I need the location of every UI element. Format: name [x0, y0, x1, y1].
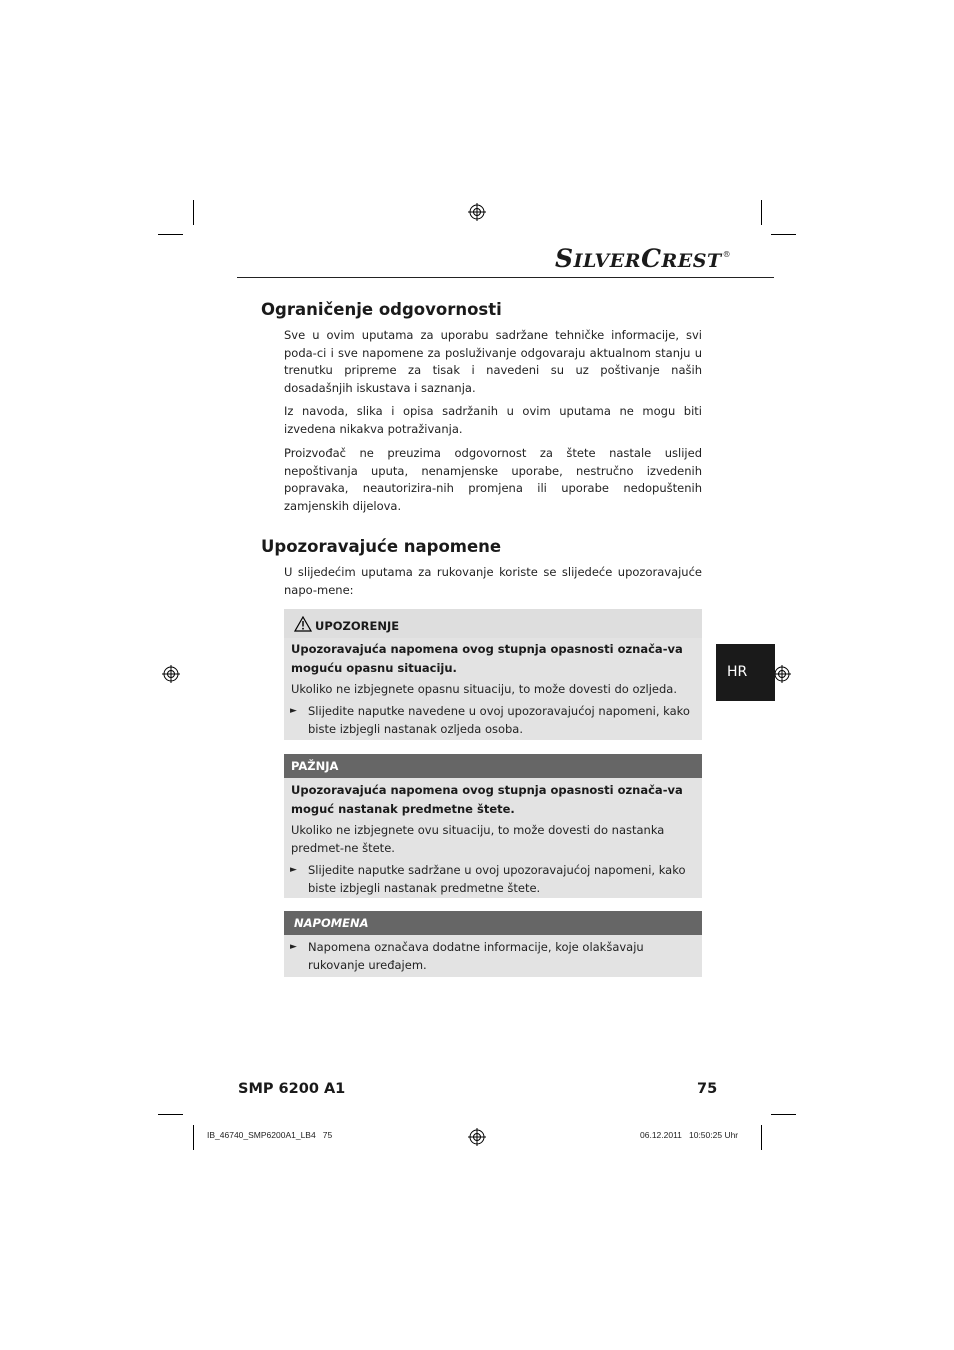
crop-mark: [771, 1114, 796, 1115]
caution-box: [284, 754, 702, 898]
crop-mark: [761, 1125, 762, 1150]
registration-mark-icon: [162, 665, 180, 683]
note-box: [284, 911, 702, 977]
crop-mark: [761, 200, 762, 225]
note-bullet: [284, 938, 702, 974]
section-title: Upozoravajuće napomene: [261, 537, 502, 556]
section-title: Ograničenje odgovornosti: [261, 300, 502, 319]
print-slug-left: IB_46740_SMP6200A1_LB4 75: [207, 1130, 333, 1140]
paragraph: Sve u ovim uputama za uporabu sadržane tehničke informacije, svi poda-ci i sve napomene za posluživanje odgovaraju aktualnom stanju u trenutku pripreme za tisak i navedeni su uz poštivanje naših dosadašnjih iskustava i saznanja.: [284, 328, 702, 395]
registration-mark-icon: [773, 665, 791, 683]
paragraph: U slijedećim uputama za rukovanje koriste se slijedeće upozoravajuće napo-mene:: [284, 565, 702, 597]
arrow-right-icon: ►: [290, 865, 297, 875]
warning-box: [284, 609, 702, 740]
crop-mark: [193, 200, 194, 225]
page-number: 75: [697, 1081, 718, 1097]
brand-logo: SILVERCREST®: [555, 244, 732, 273]
crop-mark: [771, 234, 796, 235]
caution-bold-text: Upozoravajuća napomena ovog stupnja opasnosti označa-va moguć nastanak predmetne štete.: [291, 783, 683, 816]
registration-mark-icon: [468, 203, 486, 221]
warning-box-header: [284, 609, 702, 638]
note-box-header: NAPOMENA: [284, 911, 702, 935]
header-rule: [237, 277, 774, 278]
print-slug-right: 06.12.2011 10:50:25 Uhr: [640, 1130, 739, 1140]
paragraph: Iz navoda, slika i opisa sadržanih u ovim uputama ne mogu biti izvedena nikakva potraživanja.: [284, 404, 702, 436]
registration-mark-icon: [468, 1128, 486, 1146]
crop-mark: [193, 1125, 194, 1150]
note-bullet-text: Napomena označava dodatne informacije, koje olakšavaju rukovanje uređajem.: [308, 940, 644, 972]
crop-mark: [158, 1114, 183, 1115]
warning-label: UPOZORENJE: [315, 619, 400, 633]
language-tab: HR: [716, 644, 775, 701]
warning-bold-text: Upozoravajuća napomena ovog stupnja opasnosti označa-va moguću opasnu situaciju.: [291, 642, 683, 675]
warning-text: Ukoliko ne izbjegnete opasnu situaciju, to može dovesti do ozljeda.: [291, 682, 678, 696]
crop-mark: [158, 234, 183, 235]
paragraph: Proizvođač ne preuzima odgovornost za štete nastale uslijed nepoštivanja uputa, nenamjenske uporabe, nestručno izvedenih popravaka, neautorizira-nih promjena ili uporabe nedopuštenih zamjenskih dijelova.: [284, 446, 702, 513]
caution-text: Ukoliko ne izbjegnete ovu situaciju, to može dovesti do nastanka predmet-ne štete.: [291, 823, 665, 855]
arrow-right-icon: ►: [290, 942, 297, 952]
footer-model: SMP 6200 A1: [238, 1081, 346, 1097]
caution-box-header: PAŽNJA: [284, 754, 702, 778]
warning-triangle-icon: [294, 616, 312, 632]
warning-bullet-text: Slijedite naputke navedene u ovoj upozoravajućoj napomeni, kako biste izbjegli nastanak ozljeda osoba.: [308, 704, 690, 736]
caution-bullet: [284, 861, 702, 897]
caution-bullet-text: Slijedite naputke sadržane u ovoj upozoravajućoj napomeni, kako biste izbjegli nastanak predmetne štete.: [308, 863, 686, 895]
warning-bullet: [284, 702, 702, 738]
arrow-right-icon: ►: [290, 706, 297, 716]
